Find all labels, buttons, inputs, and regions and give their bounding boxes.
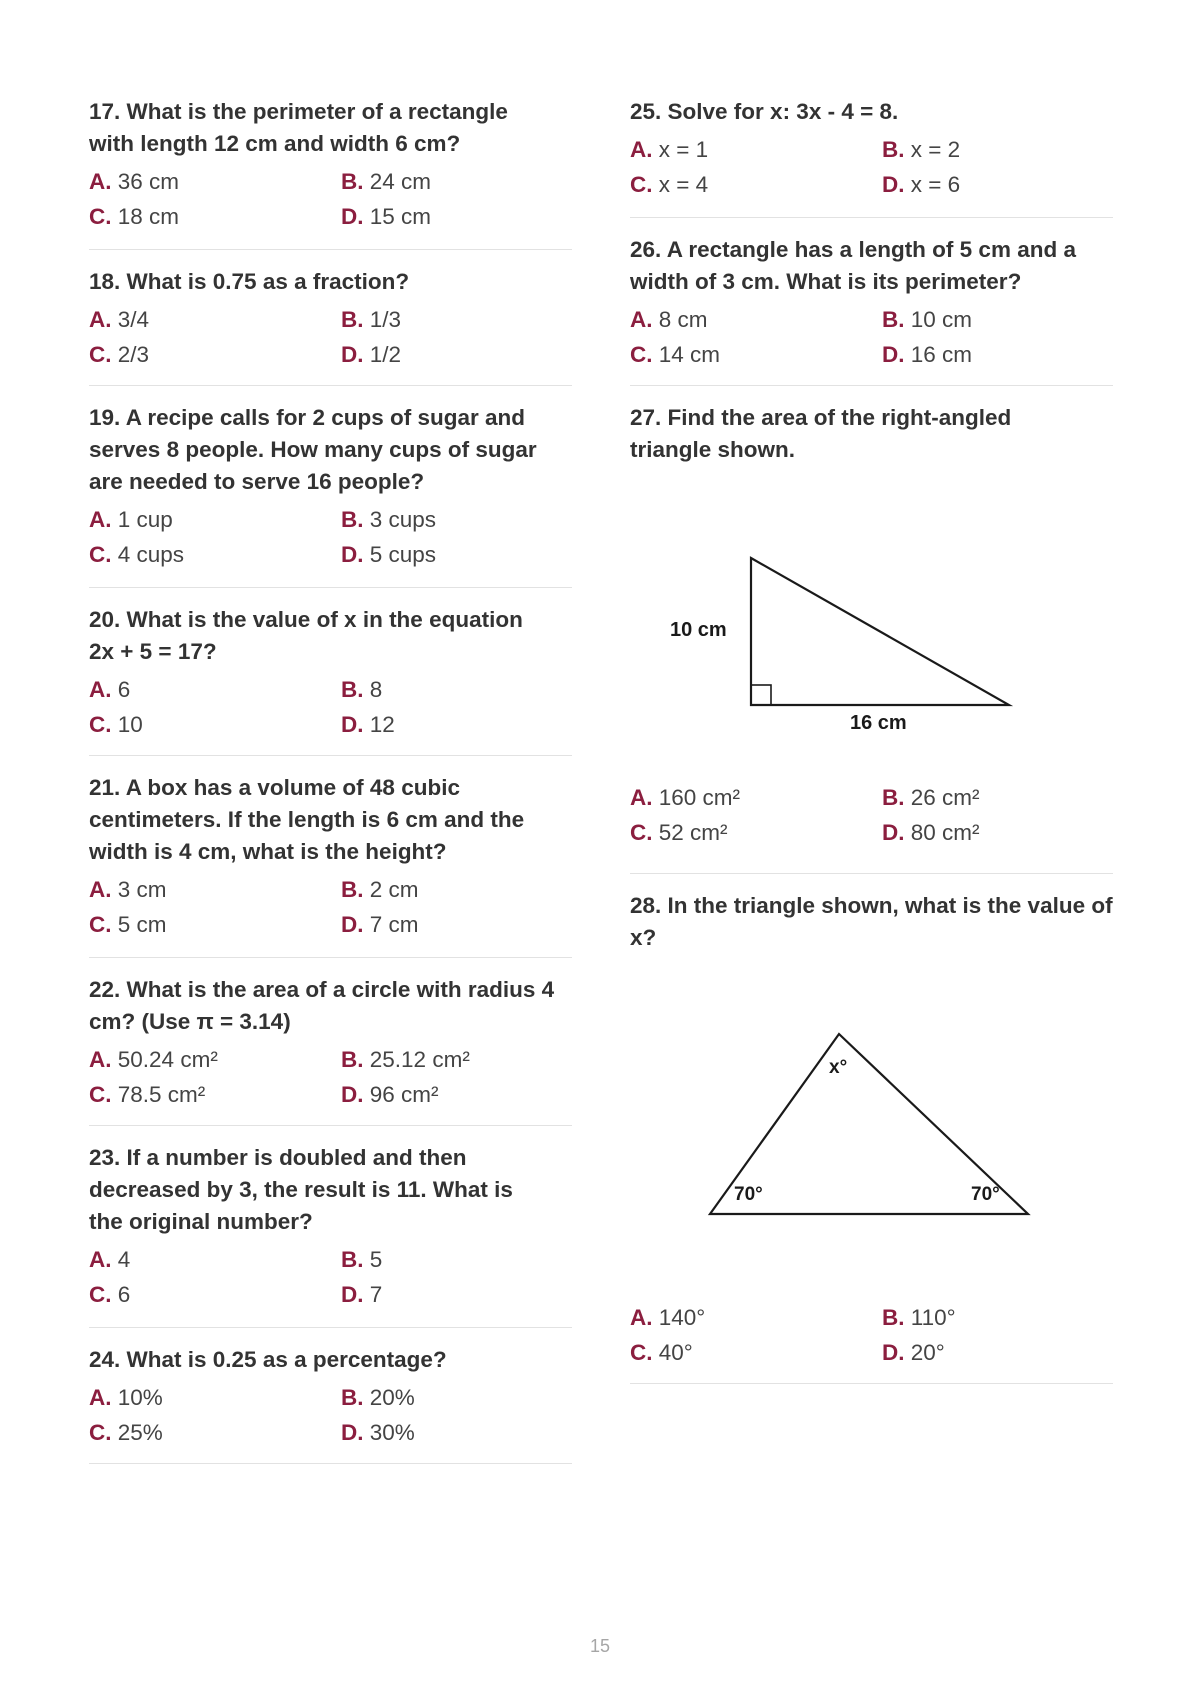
option-d[interactable]: D. 5 cups xyxy=(341,542,437,567)
option-b[interactable]: B. 5 xyxy=(341,1247,383,1272)
option-c[interactable]: C. 40° xyxy=(630,1340,693,1365)
option-b[interactable]: B. 8 xyxy=(341,677,383,702)
option-b[interactable]: B. 25.12 cm² xyxy=(341,1047,470,1072)
option-c[interactable]: C. 18 cm xyxy=(89,204,180,229)
option-a[interactable]: A. 160 cm² xyxy=(630,785,741,810)
option-a[interactable]: A. 50.24 cm² xyxy=(89,1047,218,1072)
question-text: 26. A rectangle has a length of 5 cm and a width of 3 cm. What is its perimeter? xyxy=(630,237,1076,294)
option-c[interactable]: C. 10 xyxy=(89,712,143,737)
base-label: 16 cm xyxy=(850,712,907,734)
option-b[interactable]: B. 3 cups xyxy=(341,507,437,532)
question-17 xyxy=(89,96,572,250)
option-c[interactable]: C. 2/3 xyxy=(89,342,150,367)
question-text: 27. Find the area of the right-angled triangle shown. xyxy=(630,405,1012,462)
option-d[interactable]: D. 16 cm xyxy=(882,342,973,367)
question-text: 21. A box has a volume of 48 cubic centimeters. If the length is 6 cm and the width is 4 cm, what is the height? xyxy=(89,775,525,864)
option-c[interactable]: C. 6 xyxy=(89,1282,131,1307)
question-text: 25. Solve for x: 3x - 4 = 8. xyxy=(630,99,899,124)
question-19 xyxy=(89,386,572,588)
option-c[interactable]: C. 4 cups xyxy=(89,542,185,567)
answer-options xyxy=(630,1300,1113,1370)
triangle-figure xyxy=(630,964,1113,1294)
option-a[interactable]: A. x = 1 xyxy=(630,137,709,162)
question-text: 19. A recipe calls for 2 cups of sugar and serves 8 people. How many cups of sugar are needed to serve 16 people? xyxy=(89,405,537,494)
option-b[interactable]: B. 110° xyxy=(882,1305,956,1330)
right-triangle-shape xyxy=(751,558,1009,705)
answer-options xyxy=(89,872,572,942)
question-18 xyxy=(89,250,572,386)
question-23 xyxy=(89,1126,572,1328)
question-22 xyxy=(89,958,572,1126)
option-d[interactable]: D. 96 cm² xyxy=(341,1082,439,1107)
answer-options xyxy=(89,1242,572,1312)
question-text: 28. In the triangle shown, what is the value of x? xyxy=(630,893,1113,950)
left-column xyxy=(89,96,572,1464)
option-a[interactable]: A. 3 cm xyxy=(89,877,167,902)
answer-options xyxy=(630,132,1113,202)
option-c[interactable]: C. 14 cm xyxy=(630,342,721,367)
question-20 xyxy=(89,588,572,756)
question-27 xyxy=(630,386,1113,874)
question-26 xyxy=(630,218,1113,386)
option-a[interactable]: A. 3/4 xyxy=(89,307,150,332)
option-d[interactable]: D. 30% xyxy=(341,1420,415,1445)
question-24 xyxy=(89,1328,572,1464)
option-b[interactable]: B. 1/3 xyxy=(341,307,402,332)
option-a[interactable]: A. 8 cm xyxy=(630,307,708,332)
option-d[interactable]: D. 12 xyxy=(341,712,395,737)
question-28 xyxy=(630,874,1113,1384)
answer-options xyxy=(630,780,1113,850)
answer-options xyxy=(89,164,572,234)
question-text: 20. What is the value of x in the equation 2x + 5 = 17? xyxy=(89,607,523,664)
option-c[interactable]: C. x = 4 xyxy=(630,172,709,197)
option-c[interactable]: C. 78.5 cm² xyxy=(89,1082,206,1107)
answer-options xyxy=(89,502,572,572)
right-column xyxy=(630,96,1113,1384)
option-a[interactable]: A. 36 cm xyxy=(89,169,180,194)
question-text: 18. What is 0.75 as a fraction? xyxy=(89,269,410,294)
height-label: 10 cm xyxy=(670,619,727,641)
answer-options xyxy=(89,1380,572,1450)
option-a[interactable]: A. 10% xyxy=(89,1385,163,1410)
option-d[interactable]: D. 20° xyxy=(882,1340,945,1365)
option-b[interactable]: B. 20% xyxy=(341,1385,415,1410)
option-b[interactable]: B. 24 cm xyxy=(341,169,432,194)
question-25 xyxy=(630,96,1113,218)
question-text: 22. What is the area of a circle with radius 4 cm? (Use π = 3.14) xyxy=(89,977,555,1034)
top-angle-label: x° xyxy=(829,1057,848,1078)
option-d[interactable]: D. 15 cm xyxy=(341,204,432,229)
right-angle-label: 70° xyxy=(971,1184,1000,1205)
left-angle-label: 70° xyxy=(734,1184,763,1205)
option-d[interactable]: D. 1/2 xyxy=(341,342,402,367)
question-text: 23. If a number is doubled and then decreased by 3, the result is 11. What is the original number? xyxy=(89,1145,513,1234)
option-b[interactable]: B. x = 2 xyxy=(882,137,961,162)
option-a[interactable]: A. 140° xyxy=(630,1305,706,1330)
option-d[interactable]: D. x = 6 xyxy=(882,172,961,197)
question-text: 24. What is 0.25 as a percentage? xyxy=(89,1347,447,1372)
option-d[interactable]: D. 80 cm² xyxy=(882,820,980,845)
answer-options xyxy=(89,672,572,742)
option-a[interactable]: A. 6 xyxy=(89,677,131,702)
right-angle-marker xyxy=(751,685,771,705)
page-number: 15 xyxy=(589,1636,611,1656)
question-21 xyxy=(89,756,572,958)
option-d[interactable]: D. 7 cm xyxy=(341,912,419,937)
option-b[interactable]: B. 2 cm xyxy=(341,877,419,902)
option-c[interactable]: C. 52 cm² xyxy=(630,820,728,845)
option-b[interactable]: B. 10 cm xyxy=(882,307,973,332)
answer-options xyxy=(89,1042,572,1112)
option-c[interactable]: C. 25% xyxy=(89,1420,163,1445)
option-c[interactable]: C. 5 cm xyxy=(89,912,167,937)
option-d[interactable]: D. 7 xyxy=(341,1282,383,1307)
option-b[interactable]: B. 26 cm² xyxy=(882,785,980,810)
answer-options xyxy=(89,302,572,372)
option-a[interactable]: A. 4 xyxy=(89,1247,131,1272)
answer-options xyxy=(630,302,1113,372)
option-a[interactable]: A. 1 cup xyxy=(89,507,173,532)
question-text: 17. What is the perimeter of a rectangle with length 12 cm and width 6 cm? xyxy=(89,99,508,156)
right-triangle-figure xyxy=(630,476,1113,776)
